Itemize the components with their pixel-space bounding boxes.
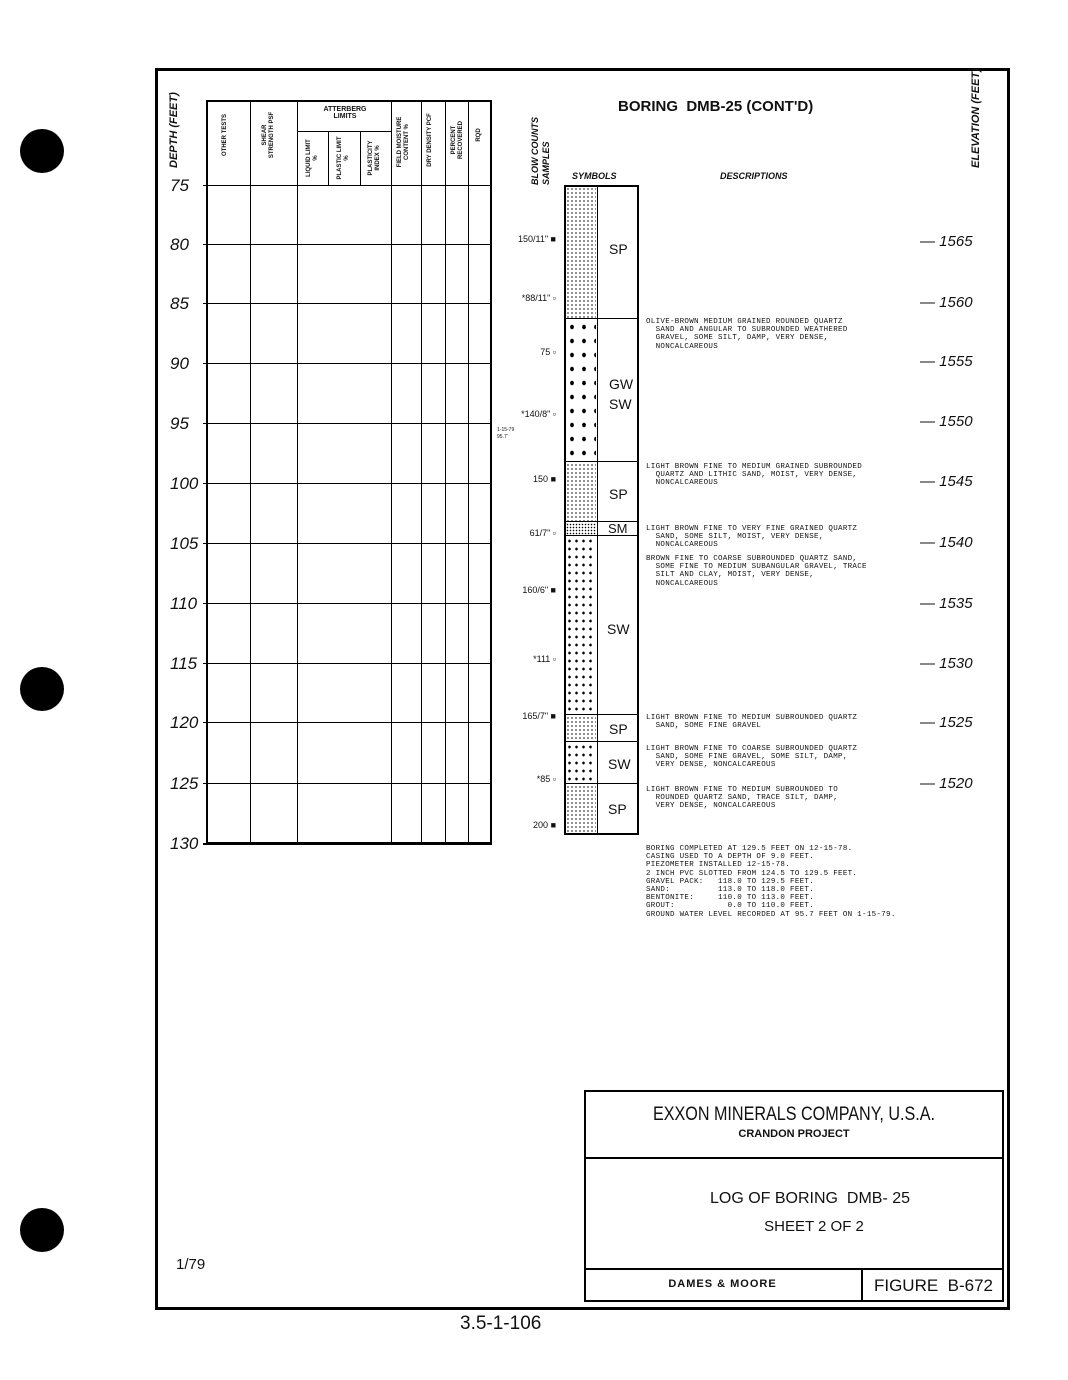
soil-symbol: SP (609, 721, 628, 737)
firm-name: DAMES & MOORE (668, 1278, 777, 1290)
header-percent-recovered: PERCENT RECOVERED (451, 121, 464, 160)
header-other-tests: OTHER TESTS (222, 114, 228, 157)
punch-hole (20, 129, 64, 173)
soil-symbol: SM (608, 521, 628, 536)
groundwater-note: 1-15-79 95.7' (497, 427, 515, 440)
elevation-tick: — 1535 (920, 595, 973, 612)
completion-notes: BORING COMPLETED AT 129.5 FEET ON 12-15-78. CASING USED TO A DEPTH OF 9.0 FEET. PIEZOMETER INSTALLED 12-15-78. 2 INCH PVC SLOTTED FROM 124.5 TO 129.5 FEET. GRAVEL PACK: 118.0 TO 129.5 FEET. SAND: 113.0 TO 118.0 FEET. BENTONITE: 110.0 TO 113.0 FEET. GROUT: 0.0 TO 110.0 FEET. GROUND WATER LEVEL RECORDED AT 95.7 FEET ON 1-15-79. (646, 845, 896, 919)
depth-axis-label: DEPTH (FEET) (168, 92, 180, 168)
project-name: CRANDON PROJECT (738, 1128, 850, 1140)
soil-symbol: GW SW (609, 376, 634, 412)
header-field-moisture: FIELD MOISTURE CONTENT % (397, 116, 410, 168)
blow-count: 150/11" ■ (518, 234, 556, 244)
layer-description: LIGHT BROWN FINE TO MEDIUM GRAINED SUBROUNDED QUARTZ AND LITHIC SAND, MOIST, VERY DENSE, NONCALCAREOUS (646, 463, 863, 488)
header-liquid-limit: LIQUID LIMIT % (306, 139, 319, 177)
punch-hole (20, 667, 64, 711)
date-label: 1/79 (176, 1256, 206, 1273)
layer-description: OLIVE-BROWN MEDIUM GRAINED ROUNDED QUARTZ SAND AND ANGULAR TO SUBROUNDED WEATHERED GRAVEL, SOME SILT, DAMP, VERY DENSE, NONCALCAREOUS (646, 318, 848, 351)
header-blow-counts: BLOW COUNTS SAMPLES (530, 117, 551, 185)
elevation-axis-label: ELEVATION (FEET) (970, 68, 982, 168)
depth-tick: 85 (170, 294, 189, 313)
figure-number: FIGURE B-672 (873, 1276, 994, 1295)
blow-count: 61/7" ▫ (529, 528, 556, 538)
elevation-tick: — 1550 (920, 413, 973, 430)
elevation-tick: — 1520 (920, 775, 973, 792)
layer-description: BROWN FINE TO COARSE SUBROUNDED QUARTZ SAND, SOME FINE TO MEDIUM SUBANGULAR GRAVEL, TRACE SILT AND CLAY, MOIST, VERY DENSE, NONCALCAREOUS (646, 555, 867, 588)
layer-description: LIGHT BROWN FINE TO VERY FINE GRAINED QUARTZ SAND, SOME SILT, MOIST, VERY DENSE, NONCALCAREOUS (646, 525, 858, 550)
depth-tick: 105 (170, 534, 199, 553)
header-plasticity-index: PLASTICITY INDEX % (368, 140, 381, 176)
blow-count: *111 ▫ (533, 654, 556, 664)
soil-symbol: SP (608, 801, 627, 817)
soil-symbol: SW (608, 756, 631, 772)
layer-description: LIGHT BROWN FINE TO MEDIUM SUBROUNDED TO ROUNDED QUARTZ SAND, TRACE SILT, DAMP, VERY DENSE, NONCALCAREOUS (646, 786, 839, 811)
depth-tick: 125 (170, 774, 199, 793)
blow-count: *140/8" ▫ (521, 409, 556, 419)
soil-symbol: SP (609, 486, 628, 502)
sheet-number: SHEET 2 OF 2 (764, 1218, 864, 1235)
elevation-tick: — 1545 (920, 473, 973, 490)
elevation-tick: — 1560 (920, 294, 973, 311)
blow-count: 200 ■ (533, 820, 556, 830)
elevation-tick: — 1565 (920, 233, 973, 250)
layer-description: LIGHT BROWN FINE TO COARSE SUBROUNDED QUARTZ SAND, SOME FINE GRAVEL, SOME SILT, DAMP, VERY DENSE, NONCALCAREOUS (646, 745, 858, 770)
depth-tick: 110 (170, 594, 198, 613)
blow-count: 165/7" ■ (522, 711, 556, 721)
soil-symbol: SP (609, 241, 628, 257)
elevation-tick: — 1525 (920, 714, 973, 731)
log-title: LOG OF BORING DMB- 25 (709, 1190, 911, 1207)
company-name: EXXON MINERALS COMPANY, U.S.A. (652, 1104, 936, 1125)
depth-tick: 100 (170, 474, 199, 493)
blow-count: *88/11" ▫ (521, 293, 556, 303)
header-rqd: RQD (476, 128, 482, 142)
header-atterberg: ATTERBERG LIMITS (323, 106, 367, 120)
blow-count: 75 ▫ (540, 347, 556, 357)
header-plastic-limit: PLASTIC LIMIT % (337, 136, 350, 180)
header-symbols: SYMBOLS (572, 171, 617, 181)
header-shear-strength: SHEAR STRENGTH PSF (262, 111, 275, 159)
blow-count: 160/6" ■ (522, 585, 556, 595)
blow-count: *85 ▫ (536, 774, 556, 784)
depth-tick: 120 (170, 713, 199, 732)
depth-tick: 90 (170, 354, 189, 373)
depth-tick: 75 (170, 176, 189, 195)
elevation-tick: — 1530 (920, 655, 973, 672)
punch-hole (20, 1208, 64, 1252)
depth-tick: 80 (170, 235, 189, 254)
header-descriptions: DESCRIPTIONS (720, 171, 788, 181)
depth-tick: 95 (170, 414, 189, 433)
layer-description: LIGHT BROWN FINE TO MEDIUM SUBROUNDED QUARTZ SAND, SOME FINE GRAVEL (646, 714, 858, 731)
elevation-tick: — 1555 (920, 353, 973, 370)
header-dry-density: DRY DENSITY PCF (427, 113, 433, 167)
elevation-tick: — 1540 (920, 534, 973, 551)
depth-tick: 115 (170, 654, 198, 673)
blow-count: 150 ■ (533, 474, 556, 484)
soil-symbol: SW (607, 621, 630, 637)
page-number: 3.5-1-106 (460, 1313, 542, 1334)
boring-title: BORING DMB-25 (CONT'D) (618, 98, 814, 115)
depth-tick: 130 (170, 834, 199, 853)
